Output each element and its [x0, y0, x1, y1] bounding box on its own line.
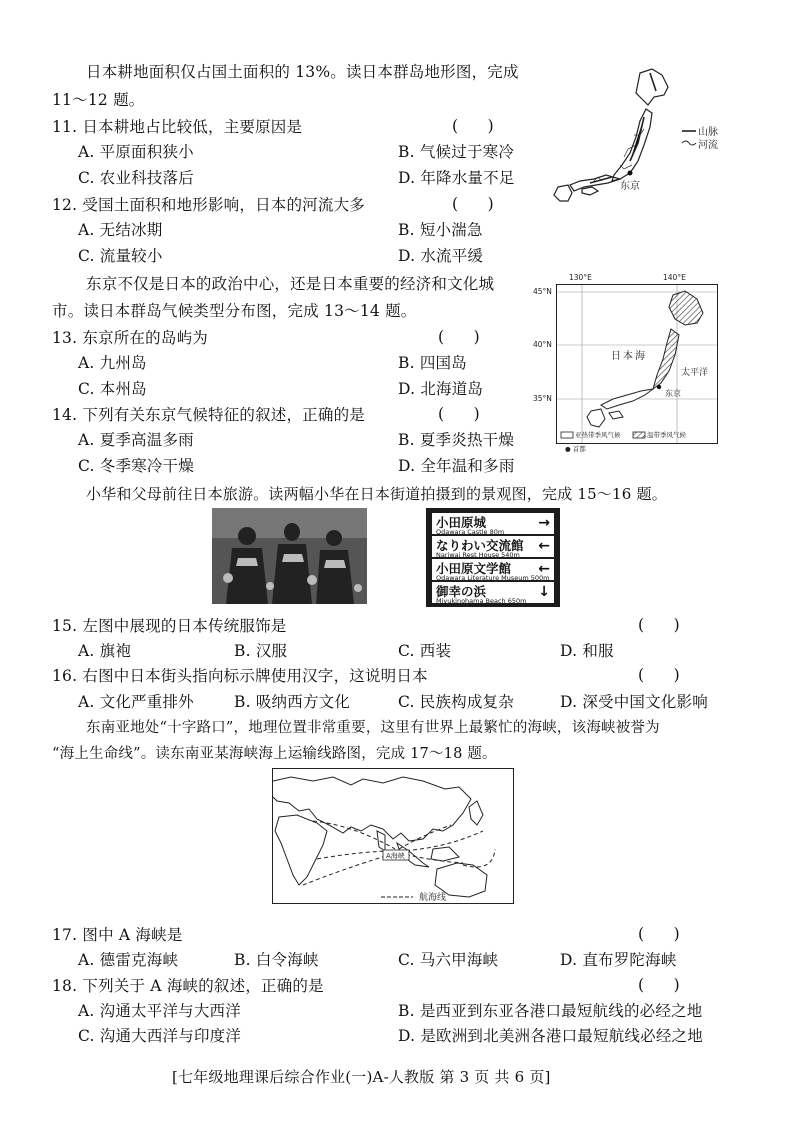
option-17-d: D. 直布罗陀海峡 — [560, 951, 677, 969]
option-18-b: B. 是西亚到东亚各港口最短航线的必经之地 — [398, 1002, 703, 1020]
japan-climate-map-drawing — [557, 285, 717, 443]
sign-row-4-main: 御幸の浜 — [436, 584, 487, 599]
japan-climate-map — [533, 273, 718, 453]
answer-blank-15[interactable]: ( ) — [638, 616, 680, 634]
shipping-route-map — [272, 768, 514, 904]
lon-130-label: 130°E — [569, 273, 592, 282]
lat-35-label: 35°N — [533, 394, 552, 403]
tokyo-label: 东京 — [620, 181, 640, 192]
street-sign-photo — [426, 508, 560, 607]
option-16-a: A. 文化严重排外 — [78, 693, 194, 711]
sign-row-3-sub: Odawara Literature Museum 500m — [436, 574, 550, 582]
option-12-c: C. 流量较小 — [78, 247, 163, 265]
option-17-b: B. 白令海峡 — [234, 951, 319, 969]
lat-45-label: 45°N — [533, 287, 552, 296]
arrow-down-icon: ↓ — [538, 584, 550, 600]
option-16-c: C. 民族构成复杂 — [398, 693, 514, 711]
intro-text-2: 东京不仅是日本的政治中心，还是日本重要的经济和文化城 — [86, 275, 495, 293]
intro-text-2-cont: 市。读日本群岛气候类型分布图，完成 13～14 题。 — [52, 302, 417, 320]
option-12-a: A. 无结冰期 — [78, 221, 163, 239]
option-11-c: C. 农业科技落后 — [78, 169, 194, 187]
sign-row-3-main: 小田原文学館 — [436, 561, 512, 576]
kimono-photo-drawing — [212, 508, 367, 604]
option-16-b: B. 吸纳西方文化 — [234, 693, 351, 711]
strait-a-label: A海峡 — [386, 852, 405, 860]
option-18-d: D. 是欧洲到北美洲各港口最短航线必经之地 — [398, 1027, 703, 1045]
option-18-c: C. 沟通大西洋与印度洋 — [78, 1027, 242, 1045]
intro-text-4: 东南亚地处“十字路口”，地理位置非常重要，这里有世界上最繁忙的海峡，该海峡被誉为 — [86, 720, 660, 736]
arrow-left-icon: ← — [538, 538, 550, 554]
question-12-stem: 12. 受国土面积和地形影响，日本的河流大多 — [52, 196, 365, 214]
option-14-d: D. 全年温和多雨 — [398, 457, 515, 475]
legend-mountain-label: 山脉 — [698, 127, 718, 138]
option-11-a: A. 平原面积狭小 — [78, 143, 194, 161]
option-15-d: D. 和服 — [560, 642, 614, 660]
sea-of-japan-label: 日本海 — [611, 351, 647, 362]
option-15-a: A. 旗袍 — [78, 642, 132, 660]
question-13-stem: 13. 东京所在的岛屿为 — [52, 329, 208, 347]
intro-text-3: 小华和父母前往日本旅游。读两幅小华在日本街道拍摄到的景观图，完成 15～16 题。 — [86, 485, 667, 503]
option-13-b: B. 四国岛 — [398, 354, 467, 372]
intro-text-4-cont: “海上生命线”。读东南亚某海峡海上运输线路图，完成 17～18 题。 — [52, 746, 497, 762]
option-14-a: A. 夏季高温多雨 — [78, 431, 194, 449]
answer-blank-11[interactable]: ( ) — [452, 117, 494, 135]
option-14-c: C. 冬季寒冷干燥 — [78, 457, 194, 475]
answer-blank-16[interactable]: ( ) — [638, 666, 680, 684]
option-14-b: B. 夏季炎热干燥 — [398, 431, 515, 449]
answer-blank-12[interactable]: ( ) — [452, 195, 494, 213]
option-13-a: A. 九州岛 — [78, 354, 147, 372]
question-14-stem: 14. 下列有关东京气候特征的叙述，正确的是 — [52, 406, 365, 424]
page-footer: [七年级地理课后综合作业(一)A-人教版 第 3 页 共 6 页] — [172, 1068, 551, 1086]
option-13-c: C. 本州岛 — [78, 380, 147, 398]
sign-row-3 — [432, 559, 554, 580]
legend-capital-text: 首都 — [572, 445, 586, 453]
sign-row-2 — [432, 536, 554, 557]
kimono-photo — [212, 508, 367, 604]
lat-40-label: 40°N — [533, 340, 552, 349]
pacific-ocean-label: 太平洋 — [681, 368, 709, 378]
shipping-route-map-drawing — [273, 769, 513, 903]
option-12-d: D. 水流平缓 — [398, 247, 484, 265]
question-16-stem: 16. 右图中日本街头指向标示牌使用汉字，这说明日本 — [52, 667, 428, 685]
question-17-stem: 17. 图中 A 海峡是 — [52, 926, 183, 944]
question-11-stem: 11. 日本耕地占比较低，主要原因是 — [52, 118, 303, 136]
option-13-d: D. 北海道岛 — [398, 380, 484, 398]
japan-terrain-map — [540, 65, 730, 205]
sign-row-1-sub: Odawara Castle 80m — [436, 528, 505, 536]
legend-temperate-label: 温带季风气候 — [647, 431, 686, 439]
arrow-right-icon: → — [538, 515, 550, 531]
sign-row-1 — [432, 513, 554, 534]
option-11-b: B. 气候过于寒冷 — [398, 143, 515, 161]
answer-blank-13[interactable]: ( ) — [438, 328, 480, 346]
legend-subtropical-label: 亚热带季风气候 — [575, 431, 621, 439]
intro-text-1-cont: 11～12 题。 — [52, 91, 145, 109]
answer-blank-18[interactable]: ( ) — [638, 976, 680, 994]
sign-row-2-sub: Nariwai Rest House 540m — [436, 551, 520, 559]
option-15-b: B. 汉服 — [234, 642, 288, 660]
sign-row-2-main: なりわい交流館 — [436, 538, 524, 553]
lon-140-label: 140°E — [663, 273, 686, 282]
sign-row-4 — [432, 582, 554, 603]
option-17-c: C. 马六甲海峡 — [398, 951, 499, 969]
option-12-b: B. 短小湍急 — [398, 221, 483, 239]
tokyo-label: 东京 — [665, 389, 681, 398]
option-16-d: D. 深受中国文化影响 — [560, 693, 708, 711]
intro-text-1: 日本耕地面积仅占国土面积的 13%。读日本群岛地形图，完成 — [86, 63, 519, 81]
option-17-a: A. 德雷克海峡 — [78, 951, 179, 969]
legend-river-label: 河流 — [698, 140, 718, 151]
question-18-stem: 18. 下列关于 A 海峡的叙述，正确的是 — [52, 977, 324, 995]
question-15-stem: 15. 左图中展现的日本传统服饰是 — [52, 617, 287, 635]
option-15-c: C. 西装 — [398, 642, 452, 660]
legend-capital-label: ● 首都 — [565, 445, 586, 453]
route-legend-label: 航海线 — [419, 893, 447, 903]
option-11-d: D. 年降水量不足 — [398, 169, 515, 187]
sign-row-1-main: 小田原城 — [436, 515, 487, 530]
answer-blank-14[interactable]: ( ) — [438, 405, 480, 423]
option-18-a: A. 沟通太平洋与大西洋 — [78, 1002, 241, 1020]
sign-row-4-sub: Miyukinohama Beach 650m — [436, 597, 527, 605]
answer-blank-17[interactable]: ( ) — [638, 925, 680, 943]
arrow-left-icon: ← — [538, 561, 550, 577]
